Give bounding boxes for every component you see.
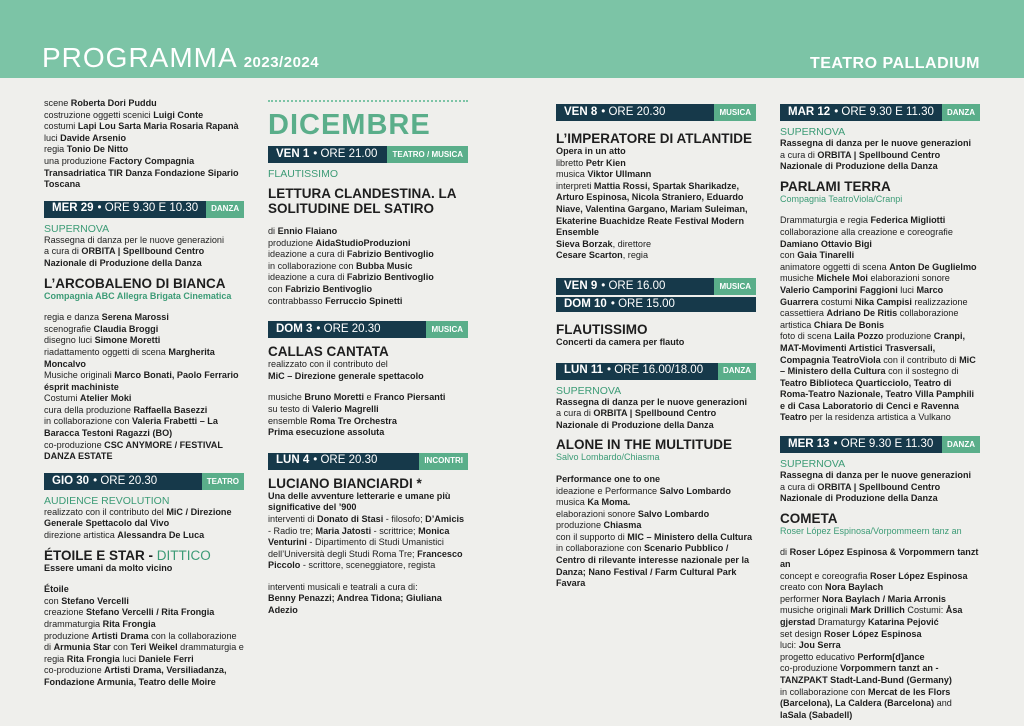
company-name: Compagnia ABC Allegra Brigata Cinematica (44, 290, 232, 301)
category-tag: DANZA (206, 201, 244, 218)
event-title: FLAUTISSIMO (556, 321, 648, 337)
event-day: LUN 11 (564, 364, 603, 377)
event-desc: realizzato con il contributo del MiC – Direzione generale spettacolo (268, 359, 424, 381)
header-band (0, 0, 1024, 78)
event-credits: Étoile con Stefano Vercelli creazione Stefano Vercelli / Rita Frongia drammaturgia Rita Frongia produzione Artisti Drama con la collaborazione di Armunia Star con Teri Weikel drammaturgia e regia Rita Frongia luci Daniele Ferri co-produzione Artisti Drama, Versiliadanza, Fondazione Armunia, Teatro delle Moire (44, 584, 244, 687)
event-time: ORE 15.00 (618, 297, 675, 310)
event-title (44, 548, 244, 563)
event-time: ORE 16.00/18.00 (614, 364, 704, 377)
series-desc: Rassegna di danza per le nuove generazioni a cura di ORBITA | Spellbound Centro Nazionale di Produzione della Danza (780, 470, 972, 504)
event-extra: interventi musicali e teatrali a cura di: Benny Penazzi; Andrea Tidona; Giuliana Adezio (268, 581, 442, 616)
month-heading: DICEMBRE (268, 109, 431, 141)
event-bar: DOM 3 • ORE 20.30 MUSICA (268, 321, 468, 338)
event-title: PARLAMI TERRA (780, 178, 891, 194)
season-year: 2023/2024 (243, 54, 320, 71)
event-day: MAR 12 (788, 105, 831, 118)
event-time: ORE 21.00 (320, 147, 378, 160)
event-day: DOM 3 (276, 322, 313, 335)
event-title: L’IMPERATORE DI ATLANTIDE (556, 131, 753, 146)
event-credits: Performance one to one ideazione e Performance Salvo Lombardo musica Ka Moma. elaborazioni sonore Salvo Lombardo produzione Chiasma con il supporto di MIC – Ministero della Cultura in collaborazione con Scenario Pubblico / Centro di rilevante interesse nazionale per la Danza; Nano Festival / Farm Cultural Park Favara (556, 473, 753, 589)
event-title: LUCIANO BIANCIARDI * (268, 475, 422, 491)
series-desc: Rassegna di danza per le nuove generazioni a cura di ORBITA | Spellbound Centro Nazionale di Produzione della Danza (44, 234, 224, 268)
category-tag: DANZA (718, 363, 756, 380)
event-title: COMETA (780, 510, 838, 526)
event-time: ORE 20.30 (323, 322, 381, 335)
event-desc: Concerti da camera per flauto (556, 336, 685, 347)
divider (268, 100, 468, 102)
event-title: L’ARCOBALENO DI BIANCA (44, 275, 226, 291)
event-credits: regia e danza Serena Marossi scenografie Claudia Broggi disegno luci Simone Moretti riadattamento oggetti di scena Margherita Moncalvo Musiche originali Marco Bonati, Paolo Ferrario ésprit machiniste Costumi Atelier Moki cura della produzione Raffaella Basezzi in collaborazione con Valeria Frabetti – La Baracca Testoni Ragazzi (BO) co-produzione CSC ANYMORE / FESTIVAL DANZA ESTATE (44, 312, 239, 462)
event-title: CALLAS CANTATA (268, 344, 389, 360)
category-tag: TEATRO (202, 473, 244, 490)
category-tag: MUSICA (426, 321, 468, 338)
series-desc: realizzato con il contributo del MiC / Direzione Generale Spettacolo dal Vivo direzione artistica Alessandra De Luca (44, 506, 232, 541)
event-title: LETTURA CLANDESTINA. LA SOLITUDINE DEL SATIRO (268, 186, 456, 216)
column-4 (780, 94, 980, 721)
event-day: MER 13 (788, 437, 830, 450)
event-day: LUN 4 (276, 454, 310, 467)
company-name: Roser López Espinosa/Vorpommeern tanz an (780, 525, 962, 536)
event-credits: musiche Bruno Moretti e Franco Piersanti su testo di Valerio Magrelli ensemble Roma Tre Orchestra Prima esecuzione assoluta (268, 392, 446, 438)
event-time: ORE 20.30 (320, 454, 378, 467)
venue-name: TEATRO PALLADIUM (809, 55, 980, 72)
series-desc: Rassegna di danza per le nuove generazioni a cura di ORBITA | Spellbound Centro Nazionale di Produzione della Danza (556, 396, 748, 430)
event-day: DOM 10 (564, 297, 607, 310)
event-bar: GIO 30 • ORE 20.30 TEATRO (44, 473, 244, 490)
column-1 (44, 98, 244, 689)
series-name: SUPERNOVA (780, 458, 846, 471)
event-day: VEN 8 (564, 105, 598, 118)
programme-title: PROGRAMMA (42, 42, 238, 73)
event-credits: di Roser López Espinosa & Vorpommern tanzt an concept e coreografia Roser López Espinosa creato con Nora Baylach performer Nora Baylach / Maria Arronis musiche originali Mark Drillich Costumi: Åsa gjerstad Dramaturgy Katarina Pejović set design Roser López Espinosa luci: Jou Serra progetto educativo Perform[d]ance co-produzione Vorpommern tanzt an - TANZPAKT Stadt-Land-Bund (Germany) in collaborazione con Mercat de les Flors (Barcelona), La Caldera (Barcelona) and laSala (Sabadell) (780, 547, 979, 720)
event-credits: Opera in un atto libretto Petr Kien musica Viktor Ullmann interpreti Mattia Rossi, Spartak Sharikadze, Arturo Espinosa, Nicola Straniero, Eduardo Niave, Valentina Gargano, Mariam Suleiman, Ekaterine Buachidze Reate Festival Modern Ensemble Sieva Borzak, direttore Cesare Scarton, regia (556, 146, 748, 261)
column-2 (268, 100, 468, 617)
series-name: AUDIENCE REVOLUTION (44, 494, 170, 507)
event-time: ORE 9.30 E 10.30 (104, 202, 199, 215)
event-title: ALONE IN THE MULTITUDE (556, 437, 732, 453)
event-day: GIO 30 (52, 474, 90, 487)
event-time: ORE 9.30 E 11.30 (841, 105, 934, 118)
event-bar: VEN 9 • ORE 16.00 MUSICA (556, 278, 756, 295)
category-tag: MUSICA (714, 104, 756, 121)
column-3 (556, 94, 756, 590)
event-time: ORE 16.00 (608, 279, 666, 292)
event-bar: DOM 10 • ORE 15.00 (556, 297, 756, 312)
event-subtitle: Essere umani da molto vicino (44, 562, 173, 573)
event-time: ORE 20.30 (608, 105, 666, 118)
series-name: SUPERNOVA (780, 126, 846, 138)
event-bar: MER 13 • ORE 9.30 E 11.30 DANZA (780, 436, 980, 453)
page-title (42, 44, 319, 72)
event-title-light: DITTICO (156, 547, 211, 563)
event-day: MER 29 (52, 202, 94, 215)
series-name: FLAUTISSIMO (268, 168, 339, 180)
event-bar: VEN 1 • ORE 21.00 TEATRO / MUSICA (268, 146, 468, 163)
category-tag: MUSICA (714, 278, 756, 295)
company-name: Compagnia TeatroViola/Cranpi (780, 193, 903, 204)
company-name: Salvo Lombardo/Chiasma (556, 452, 660, 463)
event-bar: VEN 8 • ORE 20.30 MUSICA (556, 104, 756, 121)
event-bar: LUN 11 • ORE 16.00/18.00 DANZA (556, 363, 756, 380)
series-desc: Rassegna di danza per le nuove generazioni a cura di ORBITA | Spellbound Centro Nazionale di Produzione della Danza (780, 138, 972, 172)
category-tag: DANZA (942, 104, 980, 121)
event-credits: di Ennio Flaiano produzione AidaStudioProduzioni ideazione a cura di Fabrizio Bentivoglio in collaborazione con Bubba Music ideazione a cura di Fabrizio Bentivoglio con Fabrizio Bentivoglio contrabbasso Ferruccio Spinetti (268, 226, 434, 306)
intro-credits: scene Roberta Dori Puddu costruzione oggetti scenici Luigi Conte costumi Lapi Lou Sarta Maria Rosaria Rapanà luci Davide Arsenio regia Tonio De Nitto una produzione Factory Compagnia Transadriatica TIR Danza Fondazione Sipario Toscana (44, 98, 239, 190)
event-bar: MAR 12 • ORE 9.30 E 11.30 DANZA (780, 104, 980, 121)
event-day: VEN 1 (276, 147, 310, 160)
category-tag: INCONTRI (419, 453, 468, 470)
event-bar: LUN 4 • ORE 20.30 INCONTRI (268, 453, 468, 470)
event-time: ORE 20.30 (100, 474, 158, 487)
category-tag: TEATRO / MUSICA (387, 146, 468, 163)
series-name: SUPERNOVA (556, 384, 622, 397)
event-time: ORE 9.30 E 11.30 (840, 437, 934, 450)
event-bar: MER 29 • ORE 9.30 E 10.30 DANZA (44, 201, 244, 218)
event-credits: Drammaturgia e regia Federica Migliotti collaborazione alla creazione e coreografie Damiano Ottavio Bigi con Gaia Tinarelli animatore oggetti di scena Anton De Guglielmo musiche Michele Moi elaborazioni sonore Valerio Camporini Faggioni luci Marco Guarrera costumi Nika Campisi realizzazione cassettiera Adriano De Ritis collaborazione artistica Chiara De Bonis foto di scena Laila Pozzo produzione Cranpi, MAT-Movimenti Artistici Trasversali, Compagnia TeatroViola con il contributo di MiC – Ministero della Cultura con il sostegno di Teatro Biblioteca Quarticciolo, Teatro di Roma-Teatro Nazionale, Teatro Villa Pamphili e di Casa Laboratorio di Cenci e Ravenna Teatro per la residenza artistica a Vulkano (780, 215, 977, 423)
event-title-main: ÉTOILE E STAR - (44, 547, 154, 563)
category-tag: DANZA (942, 436, 980, 453)
event-credits: Una delle avventure letterarie e umane più significative del ’900 interventi di Donato di Stasi - filosofo; D’Amicis - Radio tre; Maria Jatosti - scrittrice; Monica Venturini - Dipartimento di Studi Umanistici dell’Università degli Studi Roma Tre; Francesco Piccolo - scrittore, sceneggiatore, regista (268, 490, 465, 571)
event-day: VEN 9 (564, 279, 598, 292)
series-name: SUPERNOVA (44, 222, 110, 235)
